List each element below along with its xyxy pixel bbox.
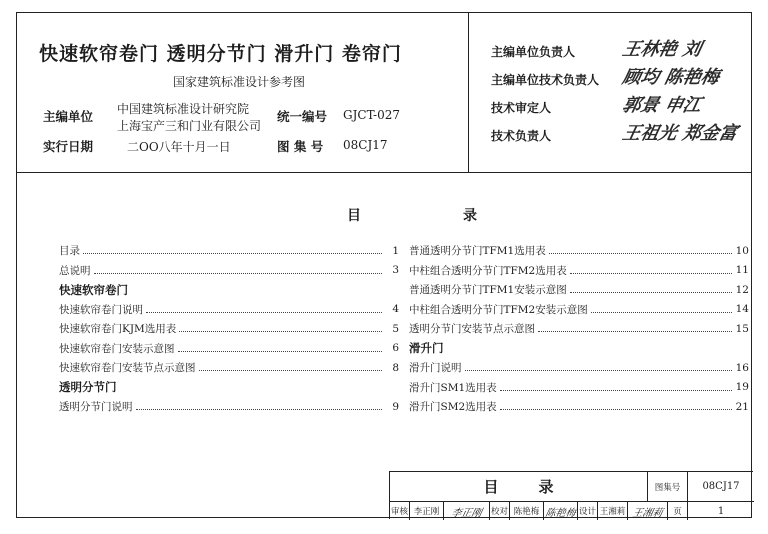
leader-dots <box>538 325 732 332</box>
leader-dots <box>500 403 732 410</box>
designer: 王湘莉 <box>598 502 628 520</box>
toc-entry[interactable] <box>409 261 749 281</box>
toc-entry-title: 滑升门 <box>409 341 444 356</box>
toc-entry-title: 滑升门SM2选用表 <box>409 401 497 414</box>
reviewer: 李正刚 <box>410 502 444 520</box>
signature: 王林艳 刘 <box>620 39 704 60</box>
leader-dots <box>570 267 732 274</box>
toc-entry[interactable] <box>409 280 749 300</box>
checker-signature: 陈艳梅 <box>544 502 578 520</box>
leader-dots <box>500 384 732 391</box>
toc-entry[interactable] <box>59 241 399 261</box>
designer-signature: 王湘莉 <box>628 502 668 520</box>
page-title: 快速软帘卷门 透明分节门 滑升门 卷帘门 <box>39 43 402 65</box>
unified-code-label: 统一编号 <box>277 109 328 124</box>
leader-dots <box>83 247 382 254</box>
atlas-no: 08CJ17 <box>343 138 388 152</box>
toc-section-header <box>59 280 399 300</box>
title-block <box>389 471 753 519</box>
leader-dots <box>199 364 383 371</box>
signature: 王祖光 郑金富 <box>620 123 740 144</box>
toc-entry-page: 19 <box>735 381 749 394</box>
toc-entry-page: 6 <box>392 342 399 355</box>
toc-entry-title: 中柱组合透明分节门TFM2选用表 <box>409 264 567 277</box>
toc-entry[interactable] <box>59 319 399 339</box>
responsibility-row <box>491 95 753 119</box>
toc-entry[interactable] <box>59 261 399 281</box>
toc-entry-page: 5 <box>392 322 399 335</box>
toc-entry-title: 透明分节门安装节点示意图 <box>409 323 535 336</box>
editor-unit-1: 中国建筑标准设计研究院 <box>117 102 250 116</box>
review-label: 审核 <box>390 502 410 520</box>
toc-entry-page: 4 <box>392 303 399 316</box>
toc-entry[interactable] <box>409 241 749 261</box>
leader-dots <box>591 306 732 313</box>
toc-entry[interactable] <box>59 300 399 320</box>
impl-date-label: 实行日期 <box>43 139 94 154</box>
atlas-no-label: 图集号 <box>648 472 688 502</box>
signature: 郭景 申江 <box>620 95 704 116</box>
header-left <box>17 13 469 173</box>
leader-dots <box>465 364 733 371</box>
page-label: 页 <box>668 502 688 520</box>
toc-entry-page: 9 <box>392 400 399 413</box>
toc-entry-title: 普通透明分节门TFM1选用表 <box>409 245 546 258</box>
leader-dots <box>94 267 383 274</box>
toc-heading: 目 录 <box>347 208 477 224</box>
leader-dots <box>146 306 382 313</box>
drawing-frame <box>16 12 752 518</box>
toc-left-column <box>59 241 399 417</box>
toc-entry-title: 快速软帘卷门说明 <box>59 303 143 316</box>
toc-entry-title: 快速软帘卷门安装节点示意图 <box>59 362 196 375</box>
toc-entry[interactable] <box>59 358 399 378</box>
responsibility-label: 技术审定人 <box>491 101 552 115</box>
subtitle: 国家建筑标准设计参考图 <box>173 75 306 89</box>
responsibility-label: 主编单位技术负责人 <box>491 73 600 87</box>
responsibility-label: 主编单位负责人 <box>491 45 576 59</box>
responsibility-label: 技术负责人 <box>491 129 552 143</box>
page-number: 1 <box>717 505 725 517</box>
toc-entry[interactable] <box>409 358 749 378</box>
leader-dots <box>136 403 383 410</box>
toc-entry-title: 快速软帘卷门 <box>59 282 128 297</box>
atlas-no-label: 图 集 号 <box>277 139 324 154</box>
toc-section-header <box>59 378 399 398</box>
design-label: 设计 <box>578 502 598 520</box>
editor-unit-label: 主编单位 <box>43 109 94 124</box>
header <box>17 13 751 173</box>
responsibility-row <box>491 39 753 63</box>
title-block-title: 目 录 <box>390 472 648 502</box>
toc-entry[interactable] <box>59 397 399 417</box>
leader-dots <box>179 325 382 332</box>
toc-entry-page: 16 <box>735 361 749 374</box>
unified-code: GJCT-027 <box>343 108 400 122</box>
toc-entry-title: 普通透明分节门TFM1安装示意图 <box>409 284 567 297</box>
toc-entry-page: 21 <box>735 400 749 413</box>
toc-entry-page: 14 <box>735 303 749 316</box>
leader-dots <box>549 247 732 254</box>
toc-entry-page: 3 <box>392 264 399 277</box>
toc-section-header <box>409 339 749 359</box>
toc-entry-page: 12 <box>735 283 749 296</box>
toc-entry-title: 快速软帘卷门安装示意图 <box>59 342 175 355</box>
check-label: 校对 <box>490 502 510 520</box>
toc-entry[interactable] <box>409 378 749 398</box>
toc-entry-title: 快速软帘卷门KJM选用表 <box>59 323 177 336</box>
atlas-no: 08CJ17 <box>688 472 754 502</box>
toc-entry-title: 总说明 <box>59 264 91 277</box>
toc-entry[interactable] <box>409 319 749 339</box>
responsibility-row <box>491 123 753 147</box>
checker: 陈艳梅 <box>510 502 544 520</box>
editor-unit-2: 上海宝产三和门业有限公司 <box>117 119 262 133</box>
signature: 顾均 陈艳梅 <box>620 67 722 88</box>
toc-entry[interactable] <box>409 300 749 320</box>
toc-entry-page: 1 <box>392 244 399 257</box>
toc-entry-title: 透明分节门说明 <box>59 401 133 414</box>
toc-entry-page: 15 <box>735 322 749 335</box>
toc-entry-page: 8 <box>392 361 399 374</box>
toc-entry-title: 目录 <box>59 245 80 258</box>
toc-entry[interactable] <box>409 397 749 417</box>
toc-entry-page: 10 <box>735 244 749 257</box>
leader-dots <box>570 286 732 293</box>
impl-date: 二OO八年十月一日 <box>127 140 231 154</box>
toc-right-column <box>409 241 749 417</box>
reviewer-signature: 李正刚 <box>444 502 490 520</box>
responsibility-row <box>491 67 753 91</box>
toc-entry-title: 透明分节门 <box>59 380 117 395</box>
toc-entry-title: 中柱组合透明分节门TFM2安装示意图 <box>409 303 588 316</box>
leader-dots <box>178 345 383 352</box>
toc-entry[interactable] <box>59 339 399 359</box>
toc-entry-title: 滑升门说明 <box>409 362 462 375</box>
toc-entry-page: 11 <box>735 264 749 277</box>
toc-entry-title: 滑升门SM1选用表 <box>409 381 497 394</box>
